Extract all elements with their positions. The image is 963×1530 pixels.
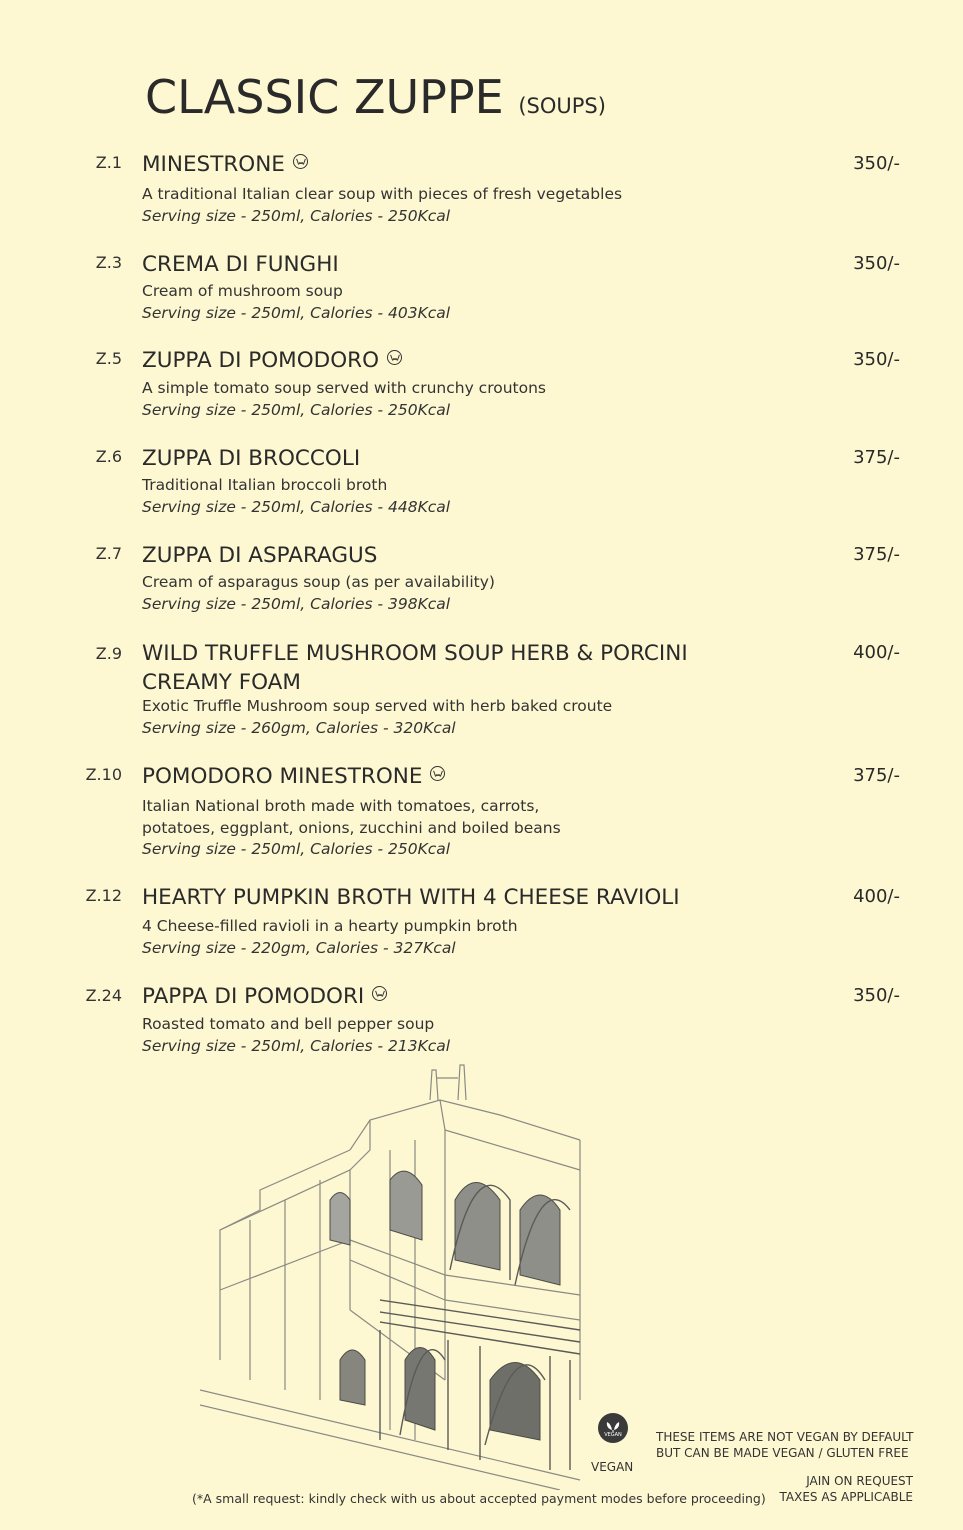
vegan-option-icon (372, 986, 387, 1001)
item-name-text: PAPPA DI POMODORI (142, 984, 365, 1009)
item-name-text: ZUPPA DI POMODORO (142, 348, 379, 373)
item-price: 350/- (853, 153, 900, 174)
item-description (142, 916, 782, 959)
item-name (142, 444, 762, 473)
item-price: 375/- (853, 544, 900, 565)
item-name-text: ZUPPA DI BROCCOLI (142, 446, 361, 471)
vegan-note-line: BUT CAN BE MADE VEGAN / GLUTEN FREE (656, 1446, 909, 1460)
item-name (142, 250, 762, 279)
item-description (142, 796, 782, 861)
item-code: Z.10 (85, 765, 122, 784)
building-sketch-illustration (200, 1060, 600, 1490)
page-subtitle: (SOUPS) (518, 94, 606, 118)
item-price: 375/- (853, 765, 900, 786)
item-serving: Serving size - 250ml, Calories - 250Kcal (142, 840, 451, 858)
item-price: 400/- (853, 886, 900, 907)
item-serving: Serving size - 250ml, Calories - 403Kcal (142, 303, 451, 322)
item-description-line: Exotic Truffle Mushroom soup served with herb baked croute (142, 697, 613, 715)
item-name (142, 150, 762, 179)
item-description-line: A simple tomato soup served with crunchy croutons (142, 379, 546, 397)
vegan-option-icon (430, 766, 445, 781)
item-code: Z.24 (85, 986, 122, 1005)
leaf-icon (598, 1413, 628, 1443)
item-description-line: potatoes, eggplant, onions, zucchini and boiled beans (142, 818, 561, 837)
item-serving: Serving size - 250ml, Calories - 250Kcal (142, 400, 451, 419)
item-serving: Serving size - 250ml, Calories - 213Kcal (142, 1036, 451, 1055)
item-name-text: MINESTRONE (142, 152, 285, 177)
item-name (142, 346, 762, 375)
jain-note: JAIN ON REQUEST (806, 1474, 913, 1488)
item-description-line: Cream of asparagus soup (as per availability) (142, 573, 495, 591)
vegan-note-line: THESE ITEMS ARE NOT VEGAN BY DEFAULT (656, 1430, 914, 1444)
vegan-note (656, 1429, 913, 1461)
jain-taxes-note (780, 1473, 913, 1505)
item-description-line: Traditional Italian broccoli broth (142, 476, 388, 494)
item-serving: Serving size - 220gm, Calories - 327Kcal (142, 938, 456, 957)
item-code: Z.9 (95, 644, 122, 663)
item-name (142, 639, 742, 697)
page-title (145, 70, 606, 124)
taxes-note: TAXES AS APPLICABLE (779, 1490, 913, 1504)
payment-request-note: (*A small request: kindly check with us about accepted payment modes before proceeding) (192, 1491, 766, 1506)
item-code: Z.7 (95, 544, 122, 563)
item-description (142, 475, 782, 518)
item-serving: Serving size - 250ml, Calories - 250Kcal (142, 206, 451, 225)
item-description (142, 281, 782, 324)
item-code: Z.3 (95, 253, 122, 272)
item-serving: Serving size - 250ml, Calories - 448Kcal (142, 497, 451, 516)
vegan-badge-text: VEGAN (604, 1432, 622, 1438)
item-description (142, 696, 782, 739)
item-description-line: 4 Cheese-filled ravioli in a hearty pumpkin broth (142, 917, 518, 935)
item-code: Z.6 (95, 447, 122, 466)
item-code: Z.12 (85, 886, 122, 905)
page-title-text: CLASSIC ZUPPE (145, 70, 504, 124)
item-name-text: ZUPPA DI ASPARAGUS (142, 543, 378, 568)
item-price: 400/- (853, 642, 900, 663)
vegan-option-icon (293, 154, 308, 169)
item-code: Z.1 (95, 153, 122, 172)
item-name (142, 883, 802, 912)
item-name-text: WILD TRUFFLE MUSHROOM SOUP HERB & PORCINI CREAMY FOAM (142, 641, 688, 695)
item-name-text: POMODORO MINESTRONE (142, 764, 423, 789)
vegan-option-icon (387, 350, 402, 365)
item-description (142, 572, 782, 615)
item-name-text: HEARTY PUMPKIN BROTH WITH 4 CHEESE RAVIOLI (142, 885, 680, 910)
item-price: 350/- (853, 349, 900, 370)
item-name-text: CREMA DI FUNGHI (142, 252, 339, 277)
item-code: Z.5 (95, 349, 122, 368)
item-price: 350/- (853, 253, 900, 274)
item-description-line: Italian National broth made with tomatoes, carrots, (142, 797, 540, 815)
vegan-badge-icon (598, 1413, 628, 1443)
item-price: 350/- (853, 985, 900, 1006)
item-description (142, 378, 782, 421)
item-description-line: Roasted tomato and bell pepper soup (142, 1015, 435, 1033)
item-description (142, 1014, 782, 1057)
item-description-line: A traditional Italian clear soup with pieces of fresh vegetables (142, 185, 623, 203)
item-name (142, 541, 762, 570)
vegan-label: VEGAN (591, 1460, 634, 1474)
item-name (142, 762, 762, 791)
item-description (142, 184, 782, 227)
item-price: 375/- (853, 447, 900, 468)
item-serving: Serving size - 250ml, Calories - 398Kcal (142, 594, 451, 613)
item-serving: Serving size - 260gm, Calories - 320Kcal (142, 718, 456, 737)
item-description-line: Cream of mushroom soup (142, 282, 343, 300)
item-name (142, 982, 762, 1011)
